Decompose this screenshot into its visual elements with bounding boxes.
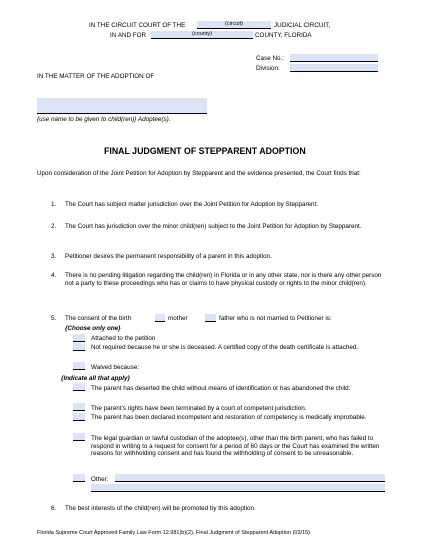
item-text: The Court has subject matter jurisdiction over the Joint Petition for Adoption by Stepparent. <box>65 201 319 208</box>
item-number: 1. <box>51 201 57 208</box>
reason-label: The legal guardian or lawful custodian of the adoptee(s), other than the birth parent, who has failed to respond in writing to a request for consent for a period of 60 days or the Court has examined the written reasons for withholding consent and has found the withholding of consent to be unreasonable. <box>91 435 380 458</box>
header-judicial-circuit: JUDICIAL CIRCUIT, <box>274 22 331 29</box>
division-field[interactable] <box>290 64 378 72</box>
header-in-and-for: IN AND FOR <box>110 32 147 39</box>
circuit-field-hint: (circuit) <box>224 21 244 27</box>
document-title: FINAL JUDGMENT OF STEPPARENT ADOPTION <box>104 146 306 156</box>
item-number: 6. <box>51 505 57 512</box>
reason-checkbox[interactable] <box>73 403 85 411</box>
adoptee-note: {use name to be given to child(ren)} Adoptee(s). <box>37 116 171 123</box>
option-label: Attached to the petition <box>91 335 156 342</box>
choose-one-note: {Choose only one} <box>65 325 121 332</box>
item-number: 3. <box>51 253 57 260</box>
case-no-field[interactable] <box>290 54 378 62</box>
item5-lead: The consent of the birth <box>65 315 132 322</box>
form-footer: Florida Supreme Court Approved Family Law Form 12.981(b)(2), Final Judgment of Stepparent Adoption (03/15) <box>37 530 310 536</box>
mother-checkbox[interactable] <box>155 314 165 322</box>
intro-paragraph: Upon consideration of the Joint Petition for Adoption by Stepparent and the evidence presented, the Court finds that: <box>37 170 361 177</box>
county-field[interactable] <box>151 31 253 39</box>
option-label: Waived because: <box>91 364 140 371</box>
reason-label: The parent has been declared incompetent and restoration of competency is medically improbable. <box>91 414 367 421</box>
option-checkbox[interactable] <box>73 343 85 351</box>
case-no-label: Case No.: <box>256 55 284 62</box>
item-number: 2. <box>51 223 57 230</box>
item-text: The Court has jurisdiction over the minor child(ren) subject to the Joint Petition for Adoption by Stepparent. <box>65 223 362 230</box>
option-checkbox[interactable] <box>73 362 85 370</box>
indicate-all-note: {Indicate all that apply} <box>61 375 130 382</box>
matter-label: IN THE MATTER OF THE ADOPTION OF <box>37 73 155 80</box>
reason-checkbox[interactable] <box>73 433 85 441</box>
other-reason-field[interactable] <box>115 474 385 482</box>
option-label: Not required because he or she is deceased. A certified copy of the death certificate is attached. <box>91 344 359 351</box>
father-label: father who is not married to Petitioner is: <box>219 315 332 322</box>
adoptee-name-field-line2[interactable] <box>37 107 207 114</box>
header-county-florida: COUNTY, FLORIDA <box>255 32 312 39</box>
reason-checkbox[interactable] <box>73 474 85 482</box>
item-text: There is no pending litigation regarding the child(ren) in Florida or in any other state, nor is there any other person not a party to these proceedings who has or claims to have physical custody or rights to the minor child(ren). <box>65 272 382 287</box>
item-number: 4. <box>51 272 57 279</box>
county-field-hint: (county) <box>192 31 212 37</box>
mother-label: mother <box>168 315 188 322</box>
reason-label: The parent’s rights have been terminated by a court of competent jurisdiction. <box>91 405 307 412</box>
adoptee-name-field-line1[interactable] <box>37 98 207 107</box>
reason-checkbox[interactable] <box>73 413 85 421</box>
father-checkbox[interactable] <box>205 314 216 322</box>
reason-label: The parent has deserted the child without means of identification or has abandoned the child. <box>91 385 351 392</box>
item-number: 5. <box>51 315 57 322</box>
item-text: The best interests of the child(ren) will be promoted by this adoption. <box>65 505 256 512</box>
division-label: Division: <box>256 65 280 72</box>
item-text: Petitioner desires the permanent responsibility of a parent in this adoption. <box>65 253 272 260</box>
reason-checkbox[interactable] <box>73 383 85 391</box>
option-checkbox[interactable] <box>73 334 85 342</box>
circuit-field[interactable] <box>197 21 271 29</box>
reason-label: Other: <box>91 476 109 483</box>
other-reason-field-line2[interactable] <box>91 484 385 492</box>
header-court-label: IN THE CIRCUIT COURT OF THE <box>89 22 186 29</box>
